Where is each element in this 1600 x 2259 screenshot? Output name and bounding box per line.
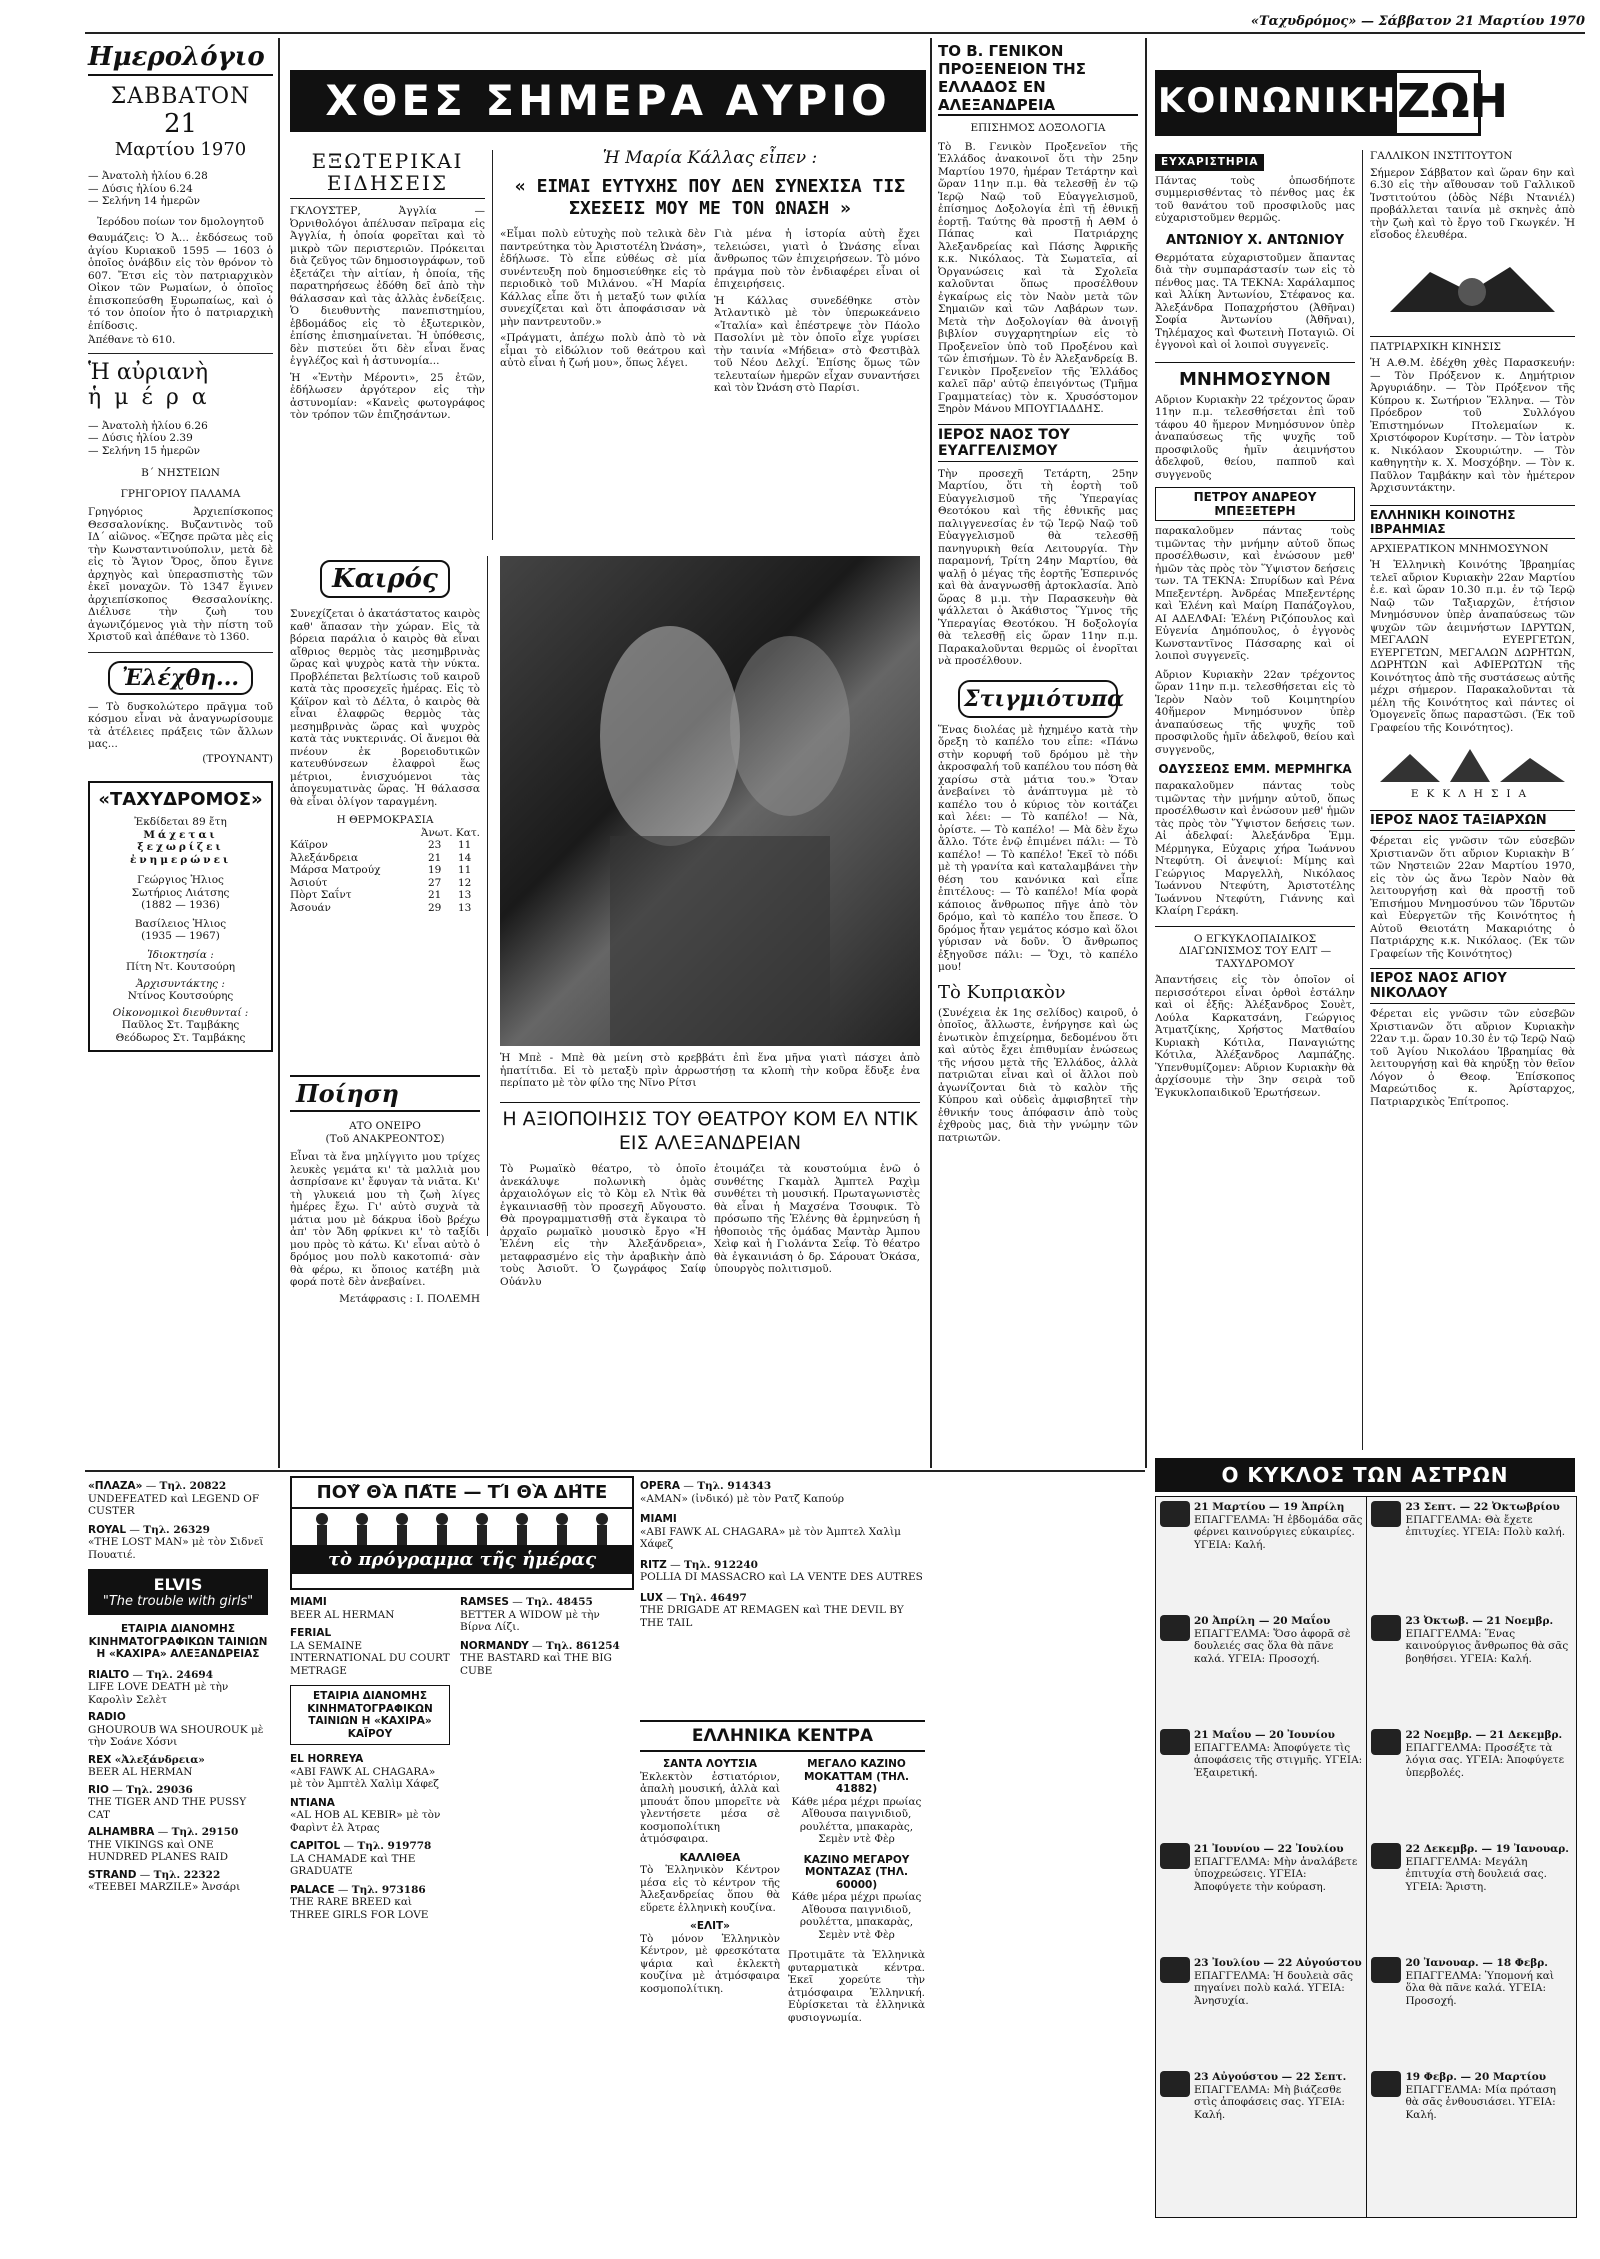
cinema-name: EL HORREYA — [290, 1753, 364, 1765]
cinema-entry: PALACE — Τηλ. 973186 — [290, 1883, 426, 1896]
taxydromos-box — [88, 781, 273, 1052]
tomorrow-moon: — Σελήνη 15 ἡμερῶν — [88, 444, 201, 457]
owner-name: Πίτη Ντ. Κουτσούρη — [125, 961, 236, 973]
elit-text: Τὸ μόνον Ἑλληνικὸν Κέντρον, μὲ φρεσκότατα ψάρια καὶ ἐκλεκτὴ κουζίνα μὲ ἀτμόσφαιρα κοσμοπολίτικη. — [640, 1932, 780, 1995]
taxiarches-text: Φέρεται εἰς γνῶσιν τῶν εὐσεβῶν Χριστιανῶν ὅτι αὔριον Κυριακὴν Β΄ τῶν Νηστειῶν 22αν Μαρτίου 1970, εἰς τὸν ὡς ἄνω Ἱερὸν Ναὸν θὰ λειτουργήσῃ καὶ θὰ προστῇ τοῦ Ἐπισήμου Μνημοσύνου τῶν Ἱδρυτῶν καὶ Εὐεργετῶν τῆς Κοινότητος ἡ Αὐτοῦ Θειοτάτη Μακαριότης ὁ Πατριάρχης κ.κ. Νικόλαος. (Ἐκ τῶν Γραφείων τῆς Κοινότητος) — [1370, 835, 1575, 960]
horoscope-entry: 19 Φεβρ. — 20 Μαρτίου ΕΠΑΓΓΕΛΜΑ: Μία πρόταση θὰ σᾶς ἐνθουσιάσει. ΥΓΕΙΑ: Καλή. — [1371, 2071, 1572, 2181]
programme-head: ΠΟΥ͂ ΘᾺ ΠΑ͂ΤΕ — ΤΊ ΘᾺ ΔΗ͂ΤΕ — [292, 1478, 632, 1509]
patriarchal-emblem-icon — [1370, 252, 1575, 332]
cinema-film: GHOUROUB WA SHOUROUK μὲ τὴν Σοάνε Χόσνι — [88, 1723, 264, 1748]
stigmiotypa-logo: Στιγμιότυπα — [958, 680, 1118, 718]
tax-motto-1: Μάχεται — [143, 828, 218, 841]
horoscope-entry: 23 Σεπτ. — 22 Ὀκτωβρίου ΕΠΑΓΓΕΛΜΑ: Θὰ ἔχετε ἐπιτυχίες. ΥΓΕΙΑ: Πολὺ καλή. — [1371, 1501, 1572, 1611]
foreign-news-text: ΓΚΛΟΥΣΤΕΡ, Ἀγγλία — Ὀρνιθολόγοι ἀπέλυσαν πεῖραμα εἰς Ἀγγλία, ἡ ὁποία φορεῖται καὶ τὸ μικρὸ τῶν περιστεριῶν. Πρόκειται διὰ ζεῦγος τῶν δημοσιογράφων, τοῦ ἐξετάζει τὴν αἰτίαν, ἡ ὁποία, τῆς παρατηρήσεως ἐδόθη δεῖ ἀπὸ τὴν θάλασσαν καὶ τὰς ἀλλὰς ἐνδείξεις. Ὁ διευθυντὴς πανεπιστημίου, ἑβδομάδος εἰς τὸ ἐξωτερικὸν, ἐπίσης ἐπισημαίνεται. Ἡ ὑπόθεσις, δὲν πιστεύει ὅτι δὲν εἶναι ἕνας ἐγγλέζος καὶ ἡ ἀστυνομία... — [290, 205, 485, 367]
temp-row: Ἀλεξάνδρεια 21 14 — [290, 851, 472, 864]
elexthi-logo: Ἐλέχθη... — [108, 661, 253, 695]
casino-mokattam-text: Κάθε μέρα μέχρι πρωίας Αἴθουσα παιγνιδιοῦ, ρουλέττα, μπακαρὰς, Σεμὲν ντὲ Φὲρ — [791, 1795, 922, 1845]
greek-centres-foot: Προτιμᾶτε τὰ Ἑλληνικὰ φυταρματικὰ κέντρα. Ἐκεῖ χορεύτε τὴν ἀτμόσφαιρα Ἑλληνική. Εὑρίσκεται τὰ ἑλληνικὰ φυσιογνωμία. — [788, 1949, 925, 2024]
kallas-text-b: «Πράγματι, ἀπέχω πολὺ ἀπὸ τὸ νὰ εἶμαι τὸ εἰδώλιον τοῦ θεάτρου καὶ αὐτὸ εἶναι ἡ ζωή μου», ὅπως λέγει. — [500, 332, 706, 369]
cinema-entry: LUX — Τηλ. 46497 — [640, 1591, 747, 1604]
antonios-text: Θερμότατα εὐχαριστοῦμεν ἅπαντας διὰ τὴν συμπαράστασίν των εἰς τὸ πένθος μας. ΤΑ ΤΕΚΝΑ: Χαράλαμπος καὶ Ἀλίκη Ἀντωνίου, Στέφανος κα. Ἀλεξάνδρα Ποπαχρήστου (Ἀθῆναι) Σοφία Ἀντωνίου (Ἀθῆναι), Τηλέμαχος καὶ Φωτεινὴ Ποταγιῶ. Οἱ ἐγγονοὶ καὶ οἱ λοιποὶ συγγενεῖς. — [1155, 251, 1355, 351]
cinema-film: LA SEMAINE INTERNATIONAL DU COURT METRAGE — [290, 1639, 450, 1677]
zoi-logo: ΖΩΗ — [1397, 74, 1509, 128]
kallas-text-a: «Εἶμαι πολὺ εὐτυχὴς ποὺ τελικὰ δὲν παντρεύτηκα τὸν Ἀριστοτέλη Ὠνάση», ἐδήλωσε. Τὸ εἶπε εὐθέως σὲ μία συνέντευξη ποὺ δημοσιεύθηκε εἰς τὸ περιοδικὸ τοῦ Μιλάνου. «Ἡ Μαρία Κάλλας εἶπε ὅτι ἡ μεταξύ των φιλία συνεχίζεται καὶ ὅτι ἀποφάσισαν νὰ μὴν παντρευτοῦν.» — [500, 228, 706, 328]
owner-role: Ἰδιοκτησία : — [147, 948, 214, 961]
kypriakon-title: Τὸ Κυπριακὸν — [938, 981, 1066, 1003]
mnimosynon-title: ΜΝΗΜΟΣΥΝΟΝ — [1155, 362, 1355, 390]
cinema-entry: ROYAL — Τηλ. 26329 — [88, 1523, 210, 1536]
sunset-line: — Δύσις ἡλίου 6.24 — [88, 182, 193, 195]
elvis-subtitle: "The trouble with girls" — [102, 1594, 254, 1609]
temperature-title: Η ΘΕΡΜΟΚΡΑΣΙΑ — [336, 814, 434, 826]
cinema-name: FERIAL — [290, 1627, 332, 1639]
mnimosynon2-text: Αὔριον Κυριακὴν 22αν τρέχοντος ὥραν 11ην π.μ. τελεσθήσεται εἰς τὸ Ἱερὸν Ναὸν τοῦ Κοιμητηρίου 40ἥμερον Μνημόσυνον ὑπὲρ ἀναπαύσεως τῆς ψυχῆς τοῦ προσφιλοῦς ἡμῖν ἀδελφοῦ, θείου καὶ συγγενοῦς, — [1155, 668, 1355, 756]
santa-lucia-text: Ἐκλεκτὸν ἑστιατόριον, ἀπαλὴ μουσική, ἀλλὰ καὶ μπουάτ ὅπου μπορεῖτε νὰ γλεντήσετε μέσα σὲ κοσμοπολίτικη ἀτμόσφαιρα. — [640, 1770, 780, 1845]
elexthi-text: — Τὸ δυσκολώτερο πρᾶγμα τοῦ κόσμου εἶναι νὰ ἀναγνωρίσουμε τὰ ἀτέλειες πράξεις τῶν ἄλλων μας... — [88, 700, 273, 750]
zodiac-leo-icon — [1160, 1957, 1190, 1983]
tomorrow-times — [88, 420, 273, 458]
encyclopedia-title: Ο ΕΓΚΥΚΛΟΠΑΙΔΙΚΟΣ ΔΙΑΓΩΝΙΣΜΟΣ ΤΟΥ ΕΛΙΤ — ΤΑΧΥΔΡΟΜΟΥ — [1155, 926, 1355, 971]
kallas-headline: « ΕΙΜΑΙ ΕΥΤΥΧΗΣ ΠΟΥ ΔΕΝ ΣΥΝΕΧΙΣΑ ΤΙΣ ΣΧΕΣΕΙΣ ΜΟΥ ΜΕ ΤΟΝ ΩΝΑΣΗ » — [514, 176, 906, 219]
horoscope-entry: 22 Νοεμβρ. — 21 Δεκεμβρ. ΕΠΑΓΓΕΛΜΑ: Προσέξτε τὰ λόγια σας. ΥΓΕΙΑ: Ἀποφύγετε ὑπερβολές. — [1371, 1729, 1572, 1839]
church-logo-box — [1370, 744, 1575, 804]
poem-translator: Μετάφρασις : Ι. ΠΟΛΕΜΗ — [339, 1292, 480, 1305]
col-rule-1 — [278, 38, 280, 1468]
cinema-film: «ΤΕΕΒΕΙ MARZILE» Ἀνσάρι — [88, 1881, 241, 1893]
founder-2-years: (1935 — 1967) — [141, 930, 220, 942]
tomorrow-title-1: Ἡ αὐριανὴ — [88, 359, 209, 385]
agios-nikolaos-title: ΙΕΡΟΣ ΝΑΟΣ ΑΓΙΟΥ ΝΙΚΟΛΑΟΥ — [1370, 968, 1575, 1004]
kallithea-text: Τὸ Ἑλληνικὸν Κέντρον μέσα εἰς τὸ κέντρον τῆς Ἀλεξανδρείας ὅπου θὰ εὕρετε ἑλληνικὴ κουζίνα. — [640, 1864, 780, 1914]
ibrahimia-sub: ΑΡΧΙΕΡΑΤΙΚΟΝ ΜΝΗΜΟΣΥΝΟΝ — [1370, 542, 1549, 555]
theatre-text-b: ἐτοιμάζει τὰ κουστούμια ἐνῶ ὁ συνθέτης Γκαμὰλ Ἀμπτελ Ραχὶμ συνθέτει τὴ μουσική. Πρωταγωνιστὲς θὰ εἶναι ἡ Μαχσένα Τσουφικ. Τὸ πρόσωπο τῆς Ἑλένης θὰ ἑρμηνεύση ἡ ἠθοποιὸς τῆς ὁμάδας Μαντὰρ Ἀμπου Χεὶφ καὶ ἡ Γιολάντα Σεΐφ. Τὸ θέατρο θὰ ἐγκαινιάση ὁ δρ. Σάρουατ Ὀκάσα, ὑπουργὸς πολιτισμοῦ. — [714, 1163, 920, 1275]
foreign-news — [290, 150, 485, 422]
founder-1: Γεώργιος Ἠλιος — [137, 874, 224, 886]
cinema-mid3 — [460, 1596, 625, 1677]
consulate-headline: ΤΟ Β. ΓΕΝΙΚΟΝ ΠΡΟΞΕΝΕΙΟΝ ΤΗΣ ΕΛΛΑΔΟΣ ΕΝ ΑΛΕΞΑΝΔΡΕΙΑ — [938, 42, 1138, 116]
koinoniki-zoi-banner — [1155, 70, 1509, 136]
founder-2: Βασίλειος Ἠλιος — [134, 917, 227, 930]
cinema-film: LA CHAMADE καὶ THE GRADUATE — [290, 1852, 416, 1877]
kypriakon-text: (Συνέχεια ἐκ 1ης σελίδος) καιροῦ, ὁ ὁποῖος, ἄλλωστε, ἐνήργησε καὶ ὡς ἐνωτικὸν ἐπιχείρημα, δεδομένου ὅτι καὶ αὐτὸς ἔχει ἐπιθυμίαν ἐνώσεως τῆς νήσου μετὰ τῆς Ἑλλάδος, ἀλλὰ πατριῶται εἶναι καὶ οἱ ἄλλοι ποὺ ἀγωνίζονται διὰ τὸ καλὸν τῆς Κύπρου καὶ οὐδεὶς ἀμφισβητεῖ τὴν ἐθνικήν τους ἀπόφασιν ἀπὸ τοὺς ἐχθροὺς μας, διὰ τὴν γνώμην τῶν πατριωτῶν. — [938, 1006, 1138, 1144]
evangelismos-text: Τὴν προσεχῆ Τετάρτη, 25ην Μαρτίου, ὅτι τὴ ἑορτὴ τοῦ Εὐαγγελισμοῦ τῆς Ὑπεραγίας Θεοτόκου καὶ τῆς ἐθνικῆς μας παλιγγενεσίας ἐν τῷ Ἱερῷ Ναῷ τοῦ Εὐαγγελισμοῦ θὰ τελεσθῇ πανηγυρικὴ θεία Λειτουργία. Τὴν παραμονή, Τρίτη 24ην Μαρτίου, θὰ ψαλῇ ὁ μέγας τῆς ἑορτῆς Ἑσπερινός καὶ θὰ ἀναγνωσθῇ ἀρτοκλασία. Ἀπὸ ὥρας 8 μ.μ. τὴν Παρασκευὴν θὰ ψάλλεται ὁ Ἀκάθιστος Ὕμνος τῆς Ὑπεραγίας Θεοτόκου. Ἡ δοξολογία θὰ τελεσθῇ εἰς ὥραν 11ην π.μ. Παρακαλοῦνται θερμῶς οἱ ἐνορῖται νὰ προσέλθουν. — [938, 467, 1138, 667]
cinema-film: «ABI FAWK AL CHAGARA» μὲ τὸν Ἀμπτελ Χαλὶμ Χάφεζ — [640, 1525, 901, 1550]
photo-illustration — [500, 556, 920, 1046]
odysseus-text: παρακαλοῦμεν πάντας τοὺς τιμῶντας τὴν μνήμην αὐτοῦ, ὅπως προσέλθωσιν καὶ ἑνώσουν μεθ' ἡμῶν τὰς πρὸς τὸν Ὕψιστον δεήσεις των. Αἱ ἀδελφαί: Ἀλεξάνδρα Ἐμμ. Μέρμηγκα, Εὐχαρις χήρα Ἰωάννου Ντεφύτη. Οἱ ἀνεψιοί: Μίμης καὶ Γεώργιος Μαργελλὴ, Νικόλαος Ἰωάννου Ντεφύτη, Ἀριστοτέλης Ἰωάννου Ντεφύτη, Γιάννης καὶ Κλαίρη Γεράκη. — [1155, 780, 1355, 917]
petros-text: παρακαλοῦμεν πάντας τοὺς τιμῶντας τὴν μνήμην αὐτοῦ ὅπως προσέλθωσιν, καὶ ἑνώσουν μεθ' ἡμῶν τὰς πρὸς τὸν Ὕψιστον δεήσεις των. ΤΑ ΤΕΚΝΑ: Σπυρίδων καὶ Ρένα Μπεξεντέρη. Ἀνδρέας Μπεξεντέρης καὶ Ἑλένη καὶ Μαίρη Παπάζογλου, ΑΙ ΑΔΕΛΦΑΙ: Ἑλένη Ριζόπουλος καὶ Εὐγενία Δημόπουλος, ὁ ἐγγονὸς Κωνσταντῖνος Πάσσαρης καὶ οἱ λοιποὶ συγγενεῖς. — [1155, 525, 1355, 662]
weather-section — [290, 560, 480, 914]
temp-row: Μάρσα Ματρούχ 19 11 — [290, 864, 472, 876]
social-left — [1155, 150, 1355, 1099]
cinema-film: «THE LOST MAN» μὲ τὸν Σιδνεϊ Πουατιέ. — [88, 1536, 264, 1561]
palamas-text: Γρηγόριος Ἀρχιεπίσκοπος Θεσσαλονίκης. Βυζαντινὸς τοῦ ΙΔ΄ αἰῶνος. «Ἐζησε πρῶτα μὲς εἰς τὴν Κωνσταντινούπολιν, μετὰ δὲ εἰς τὸ Ἅγιον Ὄρος, ὅπου ἔγινε ἀρχηγὸς καὶ ὑπερασπιστὴς τῶν ἐκεῖ μοναχῶν. Τὸ 1347 ἔγινεν ἀρχιεπίσκοπος Θεσσαλονίκης. Διέλυσε τὴν ζωὴ του ἀγωνιζόμενος γιὰ τὴν πίστη τοῦ Χριστοῦ καὶ ἀπέθανε τὸ 1360. — [88, 506, 273, 643]
cinema-film: THE DRIGADE AT REMAGEN καὶ THE DEVIL BY THE TAIL — [640, 1604, 904, 1629]
horoscope-entry: 20 Ἰανουαρ. — 18 Φεβρ. ΕΠΑΓΓΕΛΜΑ: Ὑπομονή καὶ ὅλα θὰ πᾶνε καλά. ΥΓΕΙΑ: Προσοχή. — [1371, 1957, 1572, 2067]
poem-text: Εἶναι τὰ ἔνα μηλίγγιτο μου τρίχες λευκὲς γεμάτα κι' τὰ μαλλιὰ μου ἀσπρίσανε κι' ἔφυγαν τὰ νιᾶτα. Κι' τὴ γλυκειά μου τὴ ζωὴ λίγες ἡμέρες ἔχω. Γι' αὐτὸ συχνὰ τὰ μάτια μου μὲ δάκρυα ἰδοὺ βρέχω ἀπ' τὸν Ἄδη φρίκνει κι' τὸ ταξίδι μου πρὸς τὸ κάτω. Κι' εἶναι αὐτὸ ὁ δρόμος μου πολὺ κακοτοπιά· σὰν θὰ φέρω, κι ὅποιος κατέβη μιὰ φορά ποτὲ δὲν ἀνεβαίνει. — [290, 1151, 480, 1288]
top-rule — [85, 32, 1585, 34]
tax-motto-3: ἐνημερώνει — [129, 853, 232, 866]
zodiac-capricorn-icon — [1371, 1843, 1401, 1869]
tax-motto-2: ξεχωρίζει — [137, 841, 224, 853]
zodiac-pisces-icon — [1371, 2071, 1401, 2097]
cinema-entry: CAPITOL — Τηλ. 919778 — [290, 1840, 432, 1852]
director-2: Θεόδωρος Στ. Ταμβάκης — [115, 1031, 246, 1044]
poetry-section — [290, 1075, 480, 1305]
running-head: «Ταχυδρόμος» — Σάββατον 21 Μαρτίου 1970 — [1250, 14, 1585, 29]
agios-nikolaos-text: Φέρεται εἰς γνῶσιν τῶν εὐσεβῶν Χριστιανῶν ὅτι αὔριον Κυριακὴν 22αν τ.μ. ὥραν 10.30 ἐν τῷ Ἱερῷ Ναῷ τοῦ Ἁγίου Νικολάου Ἰβραημίας θὰ λειτουργήσῃ καὶ θὰ κηρύξῃ τὸν θεῖον Λόγον ὁ Θεοφ. Ἐπίσκοπος Μαρεώτιδος κ. Ἀρίσταρχος, Πατριαρχικὸς Ἐπίτροπος. — [1370, 1008, 1575, 1108]
cinema-film: UNDEFEATED καὶ LEGEND OF CUSTER — [88, 1492, 260, 1517]
director-1: Παῦλος Στ. Ταμβάκης — [121, 1019, 240, 1031]
col-rule-2 — [930, 38, 932, 1468]
casino-montaza-title: ΚΑΖΙΝΟ ΜΕΓΑΡΟΥ ΜΟΝΤΑΖΑΣ (ΤΗΛ. 60000) — [803, 1853, 910, 1891]
directors-role: Οἰκονομικοὶ διευθυνταί : — [112, 1006, 249, 1019]
temperature-table — [290, 839, 480, 914]
bebe-photo — [500, 556, 920, 1046]
horoscope-entry: 20 Ἀπρίλη — 20 Μαΐου ΕΠΑΓΓΕΛΜΑ: Ὅσο ἀφορᾶ σὲ δουλειές σας ὅλα θὰ πᾶνε καλά. ΥΓΕΙΑ: Προσοχή. — [1160, 1615, 1362, 1725]
horoscope-entry: 21 Ἰουνίου — 22 Ἰουλίου ΕΠΑΓΓΕΛΜΑ: Μὴν ἀναλάβετε ὑποχρεώσεις. ΥΓΕΙΑ: Ἀποφύγετε τὴν κούραση. — [1160, 1843, 1362, 1953]
ibrahimia-title: ΕΛΛΗΝΙΚΗ ΚΟΙΝΟΤΗΣ ΙΒΡΑΗΜΙΑΣ — [1370, 505, 1575, 539]
calendar-day: ΣΑΒΒΑΤΟΝ — [110, 84, 251, 109]
cinema-name: ΝΤΙΑΝΑ — [290, 1796, 335, 1809]
cinema-film: BEER AL HERMAN — [290, 1608, 395, 1621]
tomorrow-sunset: — Δύσις ἡλίου 2.39 — [88, 432, 193, 444]
zodiac-gemini-icon — [1160, 1729, 1190, 1755]
calendar-date: 21 — [163, 109, 198, 139]
photo-caption: Ἡ Μπὲ - Μπὲ θὰ μείνη στὸ κρεββάτι ἐπὶ ἕνα μῆνα γιατὶ πάσχει ἀπὸ ἡπατίτιδα. Εἰ τὸ μεταξὺ πρὶν ἀρρωστήσῃ τα κλοπὴ τὴν κοῦρα ἔδυξε ἐνα περίπατο μὲ τὸν φίλο της Νῖνο Ρίτσι — [500, 1052, 920, 1089]
consulate-column — [938, 42, 1138, 1144]
poem-title: ΑΤΟ ΟΝΕΙΡΟ — [349, 1120, 421, 1132]
foreign-news-text2: Ἡ «Ἐντὴν Μέροντι», 25 ἐτῶν, ἐδήλωσεν ἀργότερον εἰς τὴν ἀστυνομίαν: «Κανεὶς φωτογράφος τὸν τρόπον τῶν ἐπιζησάντων. — [290, 371, 485, 421]
mnimosynon-text: Αὔριον Κυριακὴν 22 τρέχοντος ὥραν 11ην π.μ. τελεσθήσεται ἐπὶ τοῦ τάφου 40 ἥμερον Μνημόσυνον ὑπὲρ ἀναπαύσεως τῆς ψυχῆς τοῦ προσφιλοῦς ἡμῖν ἀειμνήστου ἀδελφοῦ, θείου, παπποῦ καὶ συγγενοῦς — [1155, 393, 1355, 481]
kallas-text-d: Ἡ Κάλλας συνεδέθηκε στὸν Ἀτλαντικὸ μὲ τὸν ὑπερωκεάνειο «Ἰταλία» καὶ ἐπέστρεψε τὸν Πάολο Πασολίνι μὲ τὸν ὁποῖο εἶχε γυρίσει τὴν ταινία «Μήδεια» στὸ Φεστιβὰλ τοῦ Νέου Δελχί. Ἐπίσης ὅμως τῶν τελευταίων ἡμερῶν εἶχαν συναντήσει καὶ τὸν Ὠνάση στὸ Παρίσι. — [714, 294, 920, 394]
programme-banner — [290, 1476, 634, 1590]
distribution-1: ΕΤΑΙΡΙΑ ΔΙΑΝΟΜΗΣ ΚΙΝΗΜΑΤΟΓΡΑΦΙΚΩΝ ΤΑΙΝΙΩΝ Η «ΚΑΧΙΡΑ» ΑΛΕΞΑΝΔΡΕΙΑΣ — [88, 1623, 268, 1660]
cinema-entry: «ΠΛΑΖΑ» — Τηλ. 20822 — [88, 1480, 227, 1492]
cinema-entry: OPERA — Τηλ. 914343 — [640, 1480, 772, 1492]
zodiac-aries-icon — [1160, 1501, 1190, 1527]
thanks-box: ΕΥΧΑΡΙΣΤΗΡΙΑ — [1155, 154, 1264, 171]
horoscope-box — [1155, 1496, 1577, 2218]
thanks-text: Πάντας τοὺς ὁπωσδήποτε συμμερισθέντας τὸ πένθος μας ἐκ τοῦ θανάτου τοῦ προσφιλοῦς μας εὐχαριστοῦμεν θερμῶς. — [1155, 174, 1355, 224]
kallithea-title: ΚΑΛΛΙΘΕΑ — [679, 1851, 741, 1864]
poem-author: (Τοῦ ΑΝΑΚΡΕΟΝΤΟΣ) — [325, 1132, 445, 1145]
cinema-film: «AMAN» (ἰνδικό) μὲ τὸν Ρατζ Καπούρ — [640, 1492, 844, 1505]
saint-title: Ἰερόδου ποίων τον δμολογητοῦ — [97, 215, 264, 228]
horoscope-entry: 23 Αὐγούστου — 22 Σεπτ. ΕΠΑΓΓΕΛΜΑ: Μὴ βιάζεσθε στὶς ἀποφάσεις σας. ΥΓΕΙΑ: Καλή. — [1160, 2071, 1362, 2181]
greek-centres — [640, 1720, 925, 2024]
zodiac-scorpio-icon — [1371, 1615, 1401, 1641]
calendar-column — [88, 42, 273, 1052]
poetry-logo: Ποίηση — [290, 1075, 480, 1112]
zodiac-virgo-icon — [1160, 2071, 1190, 2097]
cinema-entry: RIALTO — Τηλ. 24694 — [88, 1668, 214, 1681]
cinema-film: THE BASTARD καὶ THE BIG CUBE — [460, 1652, 612, 1677]
elvis-title: ELVIS — [153, 1575, 203, 1594]
tomorrow-title-2: ἡ μ έ ρ α — [88, 384, 210, 410]
cinema-film: POLLIA DI MASSACRO καὶ LA VENTE DES AUTRES — [640, 1571, 923, 1583]
moon-line: — Σελήνη 14 ἡμερῶν — [88, 195, 201, 207]
cinema-name: ΜΙΑΜΙ — [290, 1596, 327, 1608]
dancers-icon — [292, 1509, 628, 1545]
cinema-entry: STRAND — Τηλ. 22322 — [88, 1868, 221, 1881]
elexthi-author: (ΤΡΟΥΝΑΝΤ) — [202, 752, 273, 765]
zodiac-aquarius-icon — [1371, 1957, 1401, 1983]
zodiac-taurus-icon — [1160, 1615, 1190, 1641]
social-right — [1370, 150, 1575, 1108]
zodiac-libra-icon — [1371, 1501, 1401, 1527]
theatre-text-a: Τὸ Ρωμαϊκὸ θέατρο, τὸ ὁποῖο ἀνεκάλυψε πολωνικὴ ὁμὰς ἀρχαιολόγων εἰς τὸ Κὸμ ελ Ντὶκ θὰ ἐγκαινιασθῇ τὸν προσεχῆ Αὔγουστο. Θὰ προγραμματισθῇ στὰ ἔγκαιρα τὸ ἀρχαῖο ρωμαϊκὸ μουσικὸ ἔργο «Ἡ Ἑλένη εἰς τὴν Ἀλεξάνδρεια», μεταφρασμένο εἰς τὴν ἀραβικὴν ἀπὸ τοὺς Ἀσιοῦτ. Ὁ ζωγράφος Σαίφ Οὐάνλυ — [500, 1163, 706, 1288]
casino-montaza-text: Κάθε μέρα μέχρι πρωίας Αἴθουσα παιγνιδιοῦ, ρουλέττα, μπακαρὰς, Σεμὲν ντὲ Φὲρ — [791, 1891, 922, 1941]
evangelismos-headline: ΙΕΡΟΣ ΝΑΟΣ ΤΟΥ ΕΥΑΓΓΕΛΙΣΜΟΥ — [938, 424, 1138, 462]
odysseus-name: ΟΔΥΣΣΕΩΣ ΕΜΜ. ΜΕΡΜΗΓΚΑ — [1158, 762, 1352, 776]
cinema-entry: RITZ — Τηλ. 912240 — [640, 1558, 758, 1571]
patriarchate-title: ΠΑΤΡΙΑΡΧΙΚΗ ΚΙΝΗΣΙΣ — [1370, 336, 1575, 354]
cinema-film: THE VIKINGS καὶ ONE HUNDRED PLANES RAID — [88, 1838, 228, 1863]
zodiac-sagittarius-icon — [1371, 1729, 1401, 1755]
cinema-film: «ABI FAWK AL CHAGARA» μὲ τὸν Ἀμπτὲλ Χαλὶμ Χάφεζ — [290, 1765, 439, 1790]
cinema-mid — [290, 1596, 450, 1921]
greek-centres-title: ΕΛΛΗΝΙΚΑ ΚΕΝΤΡΑ — [640, 1720, 925, 1752]
church-logo: ΕΚΚΛΗΣΙΑ — [1410, 788, 1535, 800]
encyclopedia-text: Ἀπαντήσεις εἰς τὸν ὁποῖον οἱ περισσότεροι εἶναι ὀρθοὶ ἐστάλην καὶ οἱ ἑξῆς: Ἀλέξανδρος Σουὲτ, Λούλα Καρκατσάνη, Γεώργιος Ἀτματζίκης, Χρήστος Ματθαίου Κυριακὴ Κότιλα, Παναγιώτης Κότιλα, Ἀλέξανδρος Λαμπάζης. Ὑπενθυμίζομεν: Αὔριον Κυριακὴν θὰ ἀρχίσουμε τὴν 3ην σειρὰ τοῦ Ἐγκυκλοπαιδικοῦ Ἐρωτήσεων. — [1155, 974, 1355, 1099]
founder-1-sub: Σωτήριος Λιάτσης — [131, 886, 230, 899]
kallas-kicker: Ἡ Μαρία Κάλλας εἶπεν : — [602, 148, 818, 168]
distribution-2: ΕΤΑΙΡΙΑ ΔΙΑΝΟΜΗΣ ΚΙΝΗΜΑΤΟΓΡΑΦΙΚΩΝ ΤΑΙΝΙΩΝ Η «ΚΑΧΙΡΑ» ΚΑΪΡΟΥ — [290, 1685, 450, 1745]
temp-row: Ἀσουάν 29 13 — [290, 901, 472, 914]
horoscope-entry: 22 Δεκεμβρ. — 19 Ἰανουαρ. ΕΠΑΓΓΕΛΜΑ: Μεγάλη ἐπιτυχία στὴ δουλειά σας. ΥΓΕΙΑ: Ἄριστη. — [1371, 1843, 1572, 1953]
ibrahimia-text: Ἡ Ἑλληνικὴ Κοινότης Ἰβραημίας τελεῖ αὔριον Κυριακὴν 22αν Μαρτίου ἐ.ε. καὶ ὥραν 10.30 π.μ. ἐν τῷ Ἱερῷ Ναῷ τῶν Ταξιαρχῶν, ἐτήσιον Μνημόσυνον ὑπὲρ ἀναπαύσεως τῶν ψυχῶν τῶν ἀειμνήστων ΙΔΡΥΤΩΝ, ΜΕΓΑΛΩΝ ΕΥΕΡΓΕΤΩΝ, ΕΥΕΡΓΕΤΩΝ, ΜΕΓΑΛΩΝ ΔΩΡΗΤΩΝ, ΔΩΡΗΤΩΝ καὶ ΑΦΙΕΡΩΤΩΝ τῆς Κοινότητος ἀπὸ τῆς συστάσεως αὐτῆς μέχρι σήμερον. Παρακαλοῦνται τὰ μέλη τῆς Κοινότητος καὶ πάντες οἱ Ὁμογενεῖς ὅπως παραστῶσι. (Ἐκ τοῦ Γραφείου τῆς Κοινότητος). — [1370, 559, 1575, 734]
cinema-entry: ALHAMBRA — Τηλ. 29150 — [88, 1826, 239, 1838]
cinema-entry: RIO — Τηλ. 29036 — [88, 1783, 193, 1796]
consulate-sub: ΕΠΙΣΗΜΟΣ ΔΟΞΟΛΟΓΙΑ — [970, 122, 1106, 134]
horoscope-left — [1156, 1497, 1366, 2217]
horoscope-entry: 21 Μαρτίου — 19 Ἀπρίλη ΕΠΑΓΓΕΛΜΑ: Ἡ ἐβδομάδα σᾶς φέρνει καινούργιες εὐκαιρίες. ΥΓΕΙΑ: Καλή. — [1160, 1501, 1362, 1611]
sun-times — [88, 170, 273, 208]
theatre-headline: Η ΑΞΙΟΠΟΙΗΣΙΣ ΤΟΥ ΘΕΑΤΡΟΥ ΚΟΜ ΕΛ ΝΤΙΚ ΕΙΣ ΑΛΕΞΑΝΔΡΕΙΑΝ — [500, 1102, 920, 1155]
sunrise-line: — Ἀνατολὴ ἡλίου 6.28 — [88, 170, 208, 182]
tax-years: Ἐκδίδεται 89 ἔτη — [134, 816, 227, 828]
stars-head: Ο ΚΥΚΛΟΣ ΤΩΝ ΑΣΤΡΩΝ — [1155, 1458, 1575, 1492]
cinema-film: BETTER A WIDOW μὲ τὴν Βίρνα Λίζι. — [460, 1608, 600, 1633]
theatre-article — [500, 1102, 920, 1288]
horoscope-right — [1367, 1497, 1576, 2217]
santa-lucia-title: ΣΑΝΤΑ ΛΟΥΤΣΙΑ — [662, 1758, 758, 1770]
calendar-month-year: Μαρτίου 1970 — [114, 139, 247, 160]
cinema-film: BEER AL HERMAN — [88, 1766, 193, 1778]
zodiac-cancer-icon — [1160, 1843, 1190, 1869]
col-rule-3 — [1145, 38, 1147, 1468]
taxiarches-title: ΙΕΡΟΣ ΝΑΟΣ ΤΑΞΙΑΡΧΩΝ — [1370, 810, 1575, 831]
elvis-ad — [88, 1569, 268, 1615]
editor-role: Ἀρχισυντάκτης : — [136, 977, 225, 990]
saint-end: Ἀπέθανε τὸ 610. — [88, 334, 176, 346]
kallas-article — [500, 148, 920, 395]
xthes-simera-avrio-banner: ΧΘΕΣ ΣΗΜΕΡΑ ΑΥΡΙΟ — [290, 70, 926, 132]
kallas-text-c: Γιὰ μένα ἡ ἱστορία αὐτὴ ἔχει τελειώσει, γιατὶ ὁ Ὠνάσης εἶναι ἄνθρωπος τῶν ἐπιχειρήσεων. Τὸ μόνο πράγμα ποὺ τὸν ἐνδιαφέρει εἶναι οἱ ἐπιχειρήσεις. — [714, 228, 920, 290]
cinema-entry: NORMANDY — Τηλ. 861254 — [460, 1639, 620, 1652]
cinema-entry: REX «Ἀλεξάνδρεια» — [88, 1753, 205, 1766]
foreign-news-title: ΕΞΩΤΕΡΙΚΑΙ ΕΙΔΗΣΕΙΣ — [290, 150, 485, 199]
cinema-film: THE RARE BREED καὶ THREE GIRLS FOR LOVE — [290, 1896, 429, 1921]
saint-text: Θαυμάζεις: Ὁ Ἀ... ἐκδόσεως τοῦ ἁγίου Κυριακοῦ 1595 — 1603 ὁ ὁποῖος ὁνάβδιν εἰς τὸν θρόνον τὸ 607. Ἔτσι εἰς τὸν πατριαρχικὸν Οἰκον τῶν Ρωμαίων, ὁ ὁποῖος ἐπισκοπεύσθη Ευρωπαίως, καὶ ὁ τό τον ὁποίον ἦτο ὁ πατριαρχικὴ ἐπίδοσις. — [88, 232, 273, 332]
calendar-logo: Ημερολόγιο — [88, 42, 273, 76]
cinema-left — [88, 1480, 268, 1894]
cinema-film: LIFE LOVE DEATH μὲ τὴν Καρολὶν Σελὲτ — [88, 1681, 229, 1706]
editor-name: Ντίνος Κουτσούρης — [127, 990, 234, 1002]
tomorrow-sunrise: — Ἀνατολὴ ἡλίου 6.26 — [88, 419, 208, 432]
horoscope-entry: 23 Ὀκτωβ. — 21 Νοεμβρ. ΕΠΑΓΓΕΛΜΑ: Ἕνας καινούργιος ἄνθρωπος θὰ σᾶς βοηθήσει. ΥΓΕΙΑ: Καλή. — [1371, 1615, 1572, 1725]
temp-row: Ἀσιούτ 27 12 — [290, 876, 472, 889]
fasting-sunday: Β΄ ΝΗΣΤΕΙΩΝ — [141, 467, 220, 479]
weather-text: Συνεχίζεται ὁ ἀκατάστατος καιρὸς καθ' ἅπασαν τὴν χώραν. Εἰς τὰ βόρεια παράλια ὁ καιρὸς θὰ εἶναι αἴθριος θερμὸς τὰς μεσημβρινὰς ὥρας καὶ ψυχρὸς κατὰ τὴν νύκτα. Προβλέπεται βελτίωσις τοῦ καιροῦ κατὰ τὰς προσεχεῖς ἡμέρας. Εἰς τὸ Κάϊρον καὶ τὸ Δέλτα, ὁ καιρὸς θὰ εἶναι ἐλαφρῶς θερμὸς τὰς μεσημβρινὰς ὥρας καὶ ψυχρὸς κατὰ τὰς νυκτερινάς. Οἱ ἄνεμοι θὰ πνέουν ἐκ βορειοδυτικῶν κατευθύνσεων ἐλαφροὶ ἕως μέτριοι, ἐνισχυόμενοι τὰς ἀπογευματινὰς ὥρας. Ἡ θάλασσα θὰ εἶναι ὀλίγον ταραγμένη. — [290, 608, 480, 808]
founder-1-years: (1882 — 1936) — [141, 899, 220, 911]
programme-sub: τὸ πρόγραμμα τῆς ἡμέρας — [292, 1545, 632, 1574]
petros-name: ΠΕΤΡΟΥ ΑΝΔΡΕΟΥ ΜΠΕΞΕΤΕΡΗ — [1155, 487, 1355, 521]
consulate-text: Τὸ Β. Γενικὸν Προξενεῖον τῆς Ἑλλάδος ἀνακοινοῖ ὅτι τὴν 25ην Μαρτίου 1970, ἡμέραν Τετάρτην καὶ ὥραν 11ην π.μ. θὰ τελεσθῇ ἐν τῷ Ἱερῷ Ναῷ τοῦ Εὐαγγελισμοῦ, ἐπίσημος Δοξολογία ἐπὶ τῇ ἐθνικῇ ἑορτῇ. Ταύτης θὰ προστῇ ἡ ΑΘΜ ὁ Πάπας καὶ Πατριάρχης Ἀλεξανδρείας καὶ Πάσης Ἀφρικῆς κ.κ. Νικόλαος. Τὰ Σωματεῖα, αἱ Ὀργανώσεις καὶ τὰ Σχολεῖα καλοῦνται ὅπως προσέλθουν ἐγκαίρως εἰς τὸν Ναὸν μετὰ τῶν Σημαιῶν καὶ τῶν Λαβάρων των. Μετὰ τὴν Δοξολογίαν θὰ ἀνοιγῇ βιβλίον συγχαρητηρίων εἰς τὸ Προξενεῖον ὑπὸ τοῦ Προξένου καὶ τῶν ἐπισήμων. Τὸ ἐν Ἀλεξανδρείᾳ Β. Γενικὸν Προξενεῖον τῆς Ἑλλάδος καλεῖ πᾶρ' αὐτῷ ἐπειγόντως (Τμῆμα Γραμματείας) τὸν κ. Χρυσόστομον Ξηρὸν Μάνου ΜΠΟΥΓΙΑΔΔΗΣ. — [938, 140, 1138, 415]
church-icon — [1370, 744, 1575, 784]
institut-title: ΓΑΛΛΙΚΟΝ ΙΝΣΤΙΤΟΥΤΟΝ — [1370, 150, 1513, 162]
horoscope-entry: 21 Μαΐου — 20 Ἰουνίου ΕΠΑΓΓΕΛΜΑ: Ἀποφύγετε τὶς ἀποφάσεις τῆς στιγμῆς. ΥΓΕΙΑ: Ἐξαιρετική. — [1160, 1729, 1362, 1839]
antonios-name: ΑΝΤΩΝΙΟΥ Χ. ΑΝΤΩΝΙΟΥ — [1165, 232, 1345, 248]
taxydromos-logo: «ΤΑΧΥΔΡΟΜΟΣ» — [98, 789, 263, 810]
elit-title: «ΕΛΙΤ» — [690, 1920, 730, 1932]
cinema-right — [640, 1480, 925, 1629]
cinema-film: «AL HOB AL KEBIR» μὲ τὸν Φαρὶντ ἐλ Ἀτρας — [290, 1809, 441, 1834]
temp-row: Κάϊρον 23 11 — [290, 839, 472, 851]
saint-palamas: ΓΡΗΓΟΡΙΟΥ ΠΑΛΑΜΑ — [120, 487, 241, 500]
horoscope-entry: 23 Ἰουλίου — 22 Αὐγούστου ΕΠΑΓΓΕΛΜΑ: Ἡ δουλειὰ σᾶς πηγαίνει πολὺ καλά. ΥΓΕΙΑ: Ἀνησυχία. — [1160, 1957, 1362, 2067]
casino-mokattam-title: ΜΕΓΑΛΟ ΚΑΖΙΝΟ ΜΟΚΑΤΤΑΜ (ΤΗΛ. 41882) — [803, 1758, 910, 1795]
cinema-name: ΜΙΑΜΙ — [640, 1513, 677, 1525]
cinema-name: RADIO — [88, 1711, 126, 1723]
temp-row: Πὸρτ Σαΐντ 21 13 — [290, 889, 472, 901]
institut-text: Σήμερον Σάββατον καὶ ὥραν 6ην καὶ 6.30 εἰς τὴν αἴθουσαν τοῦ Γαλλικοῦ Ἰνστιτούτου (ὁδὸς Νέβι Ντανιέλ) προβάλλεται ταινία μὲ σκηνὲς ἀπὸ τὴν ζωὴ καὶ τὸ ἔργο τοῦ Γκωγκέν. Ἡ εἴσοδος ἐλευθέρα. — [1370, 166, 1575, 241]
koinoniki-logo: ΚΟΙΝΩΝΙΚΗ — [1158, 73, 1397, 133]
weather-logo: Καιρός — [320, 560, 450, 598]
cinema-film: THE TIGER AND THE PUSSY CAT — [88, 1796, 247, 1821]
cinema-entry: RAMSES — Τηλ. 48455 — [460, 1596, 593, 1608]
stigmiotypa-text: Ἕνας διολέας μὲ ἡχημένο κατὰ τὴν ὅρεξη τὸ καπέλο του εἶπε: «Πάνω στὴν κορυφή τοῦ δρόμου μὲ τὴν ἀκροσφαλή τοῦ καπέλου του πόση θὰ χαρίσω στὰ μάτια του.» Ὅταν ἀνεβαίνει τὸ ἀνάπτυγμα μὲ τὸ καπέλο του ὁ κύριος τὸν κοιτάζει καὶ λέει: — Τὸ καπέλο! — Νὰ, ὁρίστε. — Τὸ καπέλο! — Μὰ δὲν ἔχω ἄλλο. Τότε ἐνῷ ἐπιμένει πάλι: — Τὸ καπέλο! — Τὸ καπέλο! Ἐκεῖ τὸ πόδι μὲ τὴ γρανίτα καὶ καταλαμβάνει τὴν θέση του κανόνικα καὶ εἶπε ἐπιτέλους: — Τὸ καπέλο! Μία φορὰ κάποιος ἄνθρωπος πῆγε ἀπὸ τὸν δρόμο, καὶ τὸ καπέλο του ἔπεσε. Ὁ δρόμος ἦταν γεμάτος κόσμο καὶ ὅλοι γύρισαν νὰ δοῦν. Ὁ ἄνθρωπος ἐξηγοῦσε πάλι: — Ὅχι, τὸ καπέλο μου! — [938, 723, 1138, 973]
patriarchate-text: Ἡ Α.Θ.Μ. ἐδέχθη χθὲς Παρασκευήν: — Τὸν Πρόξενον κ. Δημήτριον Ἀργυριάδην. — Τὸν Πρόξενον τῆς Κύπρου κ. Σωτήριον Ἕλληνα. — Τὸν Πρόεδρον τοῦ Συλλόγου Ἐπιστημόνων Πτολεμαίων κ. Χριστόφορον Κυρίτσην. — Τὸν ἰατρὸν κ. Νικόλαον Σκουριώτην. — Τὸν καθηγητὴν κ. Χ. Μοσχόβην. — Τὸν κ. Παῦλον Ταμβάκην καὶ τὸν ἡμέτερον Ἀρχισυντάκτην. — [1370, 357, 1575, 494]
temperature-header: Ἀνωτ. Κατ. — [420, 826, 480, 839]
